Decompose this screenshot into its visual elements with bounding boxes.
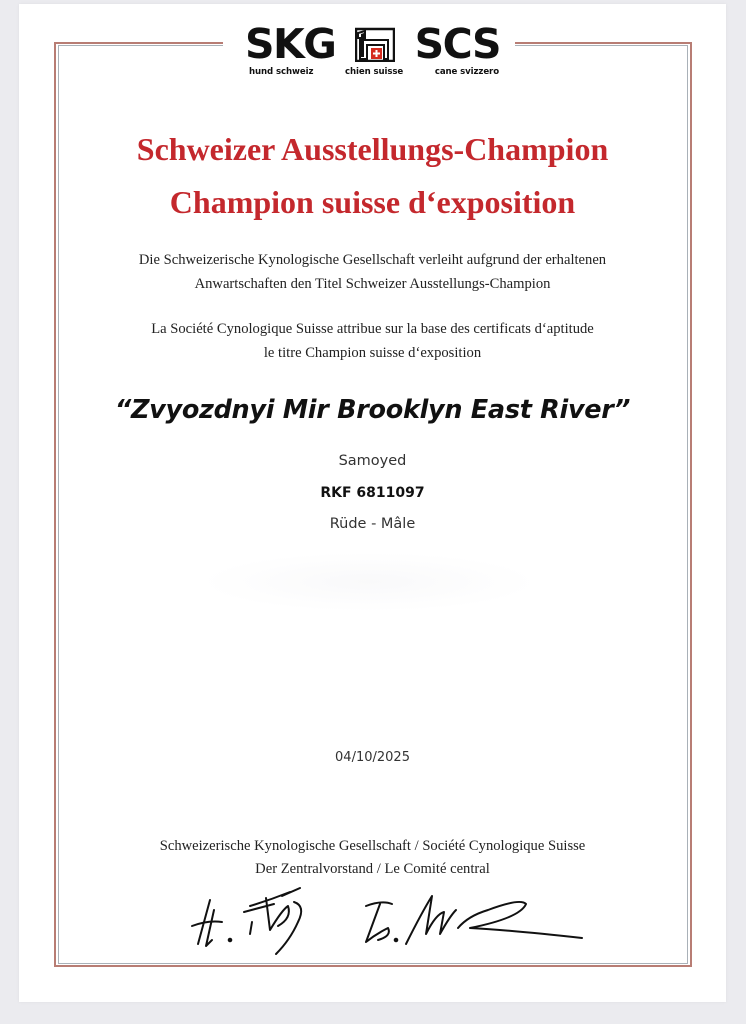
body-french: [19, 317, 726, 365]
body-german-line-2: Anwartschaften den Titel Schweizer Ausstellungs-Champion: [194, 276, 551, 292]
redacted-owner-area: [199, 552, 539, 612]
logo-subtitle-it: cane svizzero: [434, 67, 499, 77]
signature-icon: [170, 882, 600, 962]
logo-wordmark: [245, 20, 500, 68]
body-german-line-1: Die Schweizerische Kynologische Gesellschaft verleiht aufgrund der erhaltenen: [138, 252, 607, 268]
title-french: Champion suisse d‘exposition: [169, 184, 576, 220]
certificate-page: [19, 4, 726, 1002]
dog-name: “Zvyozdnyi Mir Brooklyn East River”: [114, 395, 631, 425]
logo-left-text: SKG: [245, 20, 336, 68]
footer-organization: Schweizerische Kynologische Gesellschaft / Société Cynologique Suisse: [159, 838, 586, 854]
logo-subtitle-fr: chien suisse: [345, 67, 404, 77]
swiss-dog-emblem-icon: [355, 26, 395, 62]
body-german: [19, 248, 726, 296]
signatures: [170, 882, 600, 962]
dog-breed: Samoyed: [338, 453, 407, 469]
logo-subtitle-de: hund schweiz: [249, 67, 314, 77]
body-french-line-1: La Société Cynologique Suisse attribue sur la base des certificats d‘aptitude: [151, 321, 594, 337]
certificate-date: 04/10/2025: [335, 750, 410, 765]
title-german: Schweizer Ausstellungs-Champion: [136, 131, 609, 167]
certificate-border-inner: [58, 45, 688, 964]
dog-registration-number: RKF 6811097: [320, 485, 425, 501]
logo-subtitle: [249, 67, 499, 77]
footer-committee: Der Zentralvorstand / Le Comité central: [255, 861, 490, 877]
logo-right-text: SCS: [414, 20, 500, 68]
body-french-line-2: le titre Champion suisse d‘exposition: [263, 345, 482, 361]
dog-sex: Rüde - Mâle: [329, 516, 416, 532]
skg-scs-logo: [245, 20, 500, 84]
